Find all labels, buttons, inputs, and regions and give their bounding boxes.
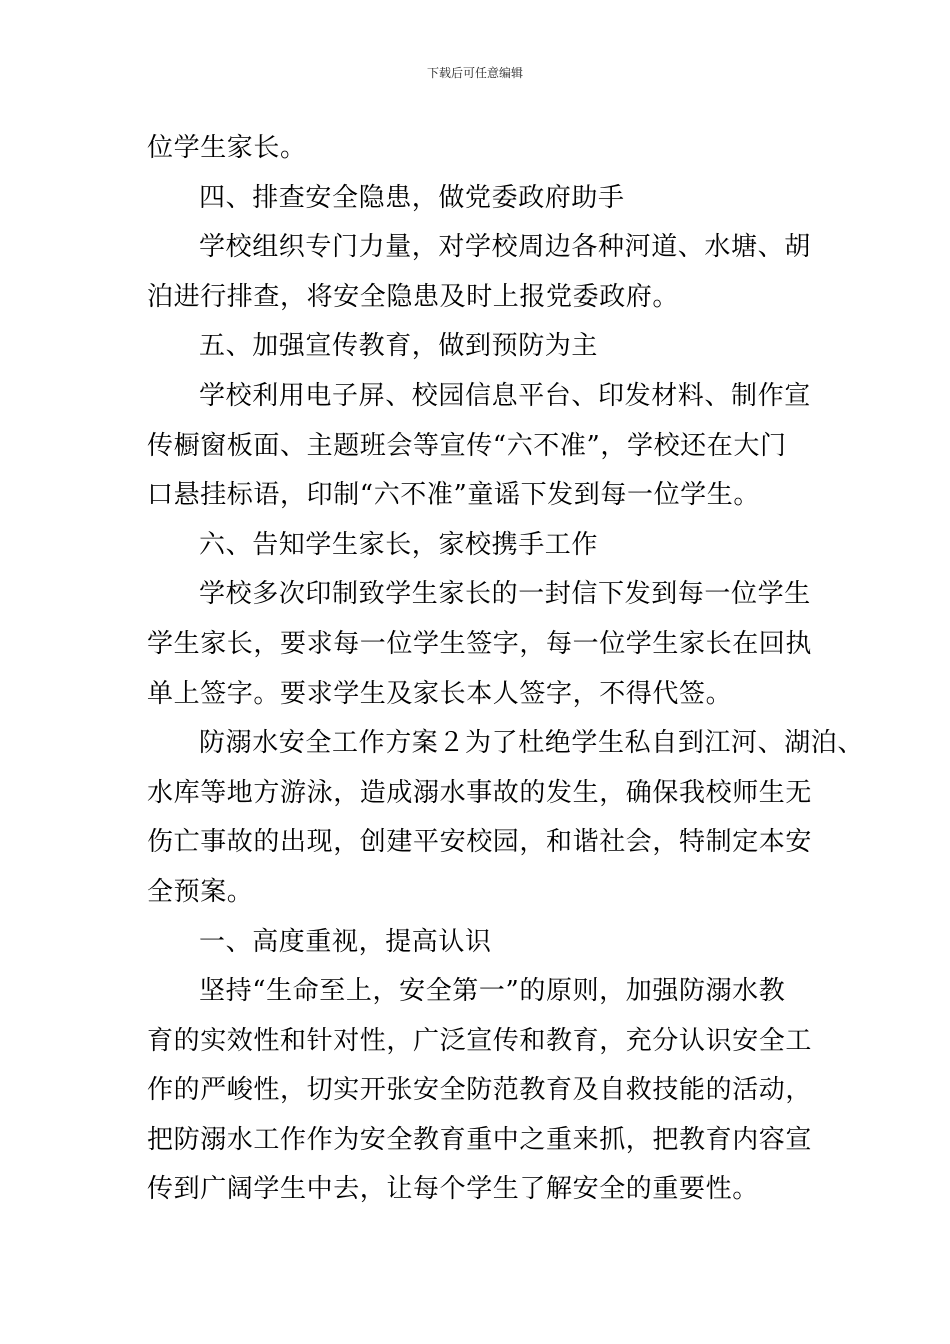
text-line: 伤亡事故的出现，创建平安校园，和谐社会，特制定本安 [147, 827, 813, 858]
text-line: 坚持“生命至上，安全第一”的原则，加强防溺水教 [199, 976, 786, 1007]
text-line: 水库等地方游泳，造成溺水事故的发生，确保我校师生无 [147, 777, 813, 808]
page-header-note: 下载后可任意编辑 [426, 66, 523, 80]
section-heading: 六、告知学生家长，家校携手工作 [199, 529, 599, 560]
text-line: 防溺水安全工作方案２为了杜绝学生私自到江河、湖泊、 [199, 728, 865, 759]
text-line: 口悬挂标语，印制“六不准”童谣下发到每一位学生。 [147, 480, 760, 511]
text-line: 位学生家长。 [147, 133, 307, 163]
text-line: 泊进行排查，将安全隐患及时上报党委政府。 [147, 281, 680, 312]
text-line: 学生家长，要求每一位学生签字，每一位学生家长在回执 [147, 628, 813, 659]
text-line: 把防溺水工作作为安全教育重中之重来抓，把教育内容宣 [147, 1124, 813, 1155]
text-line: 传橱窗板面、主题班会等宣传“六不准”，学校还在大门 [147, 430, 787, 461]
section-heading: 五、加强宣传教育，做到预防为主 [199, 331, 599, 362]
text-line: 全预案。 [147, 876, 254, 907]
text-line: 单上签字。要求学生及家长本人签字，不得代签。 [147, 678, 733, 709]
text-line: 学校组织专门力量，对学校周边各种河道、水塘、胡 [199, 232, 811, 263]
text-line: 作的严峻性，切实开张安全防范教育及自救技能的活动， [147, 1075, 813, 1106]
section-heading: 四、排查安全隐患，做党委政府助手 [199, 182, 625, 213]
text-line: 学校多次印制致学生家长的一封信下发到每一位学生 [199, 579, 811, 610]
text-line: 育的实效性和针对性，广泛宣传和教育，充分认识安全工 [147, 1025, 813, 1056]
document-body [147, 124, 865, 1215]
section-heading: 一、高度重视，提高认识 [199, 926, 492, 957]
text-line: 学校利用电子屏、校园信息平台、印发材料、制作宣 [199, 380, 811, 411]
text-line: 传到广阔学生中去，让每个学生了解安全的重要性。 [147, 1174, 759, 1205]
